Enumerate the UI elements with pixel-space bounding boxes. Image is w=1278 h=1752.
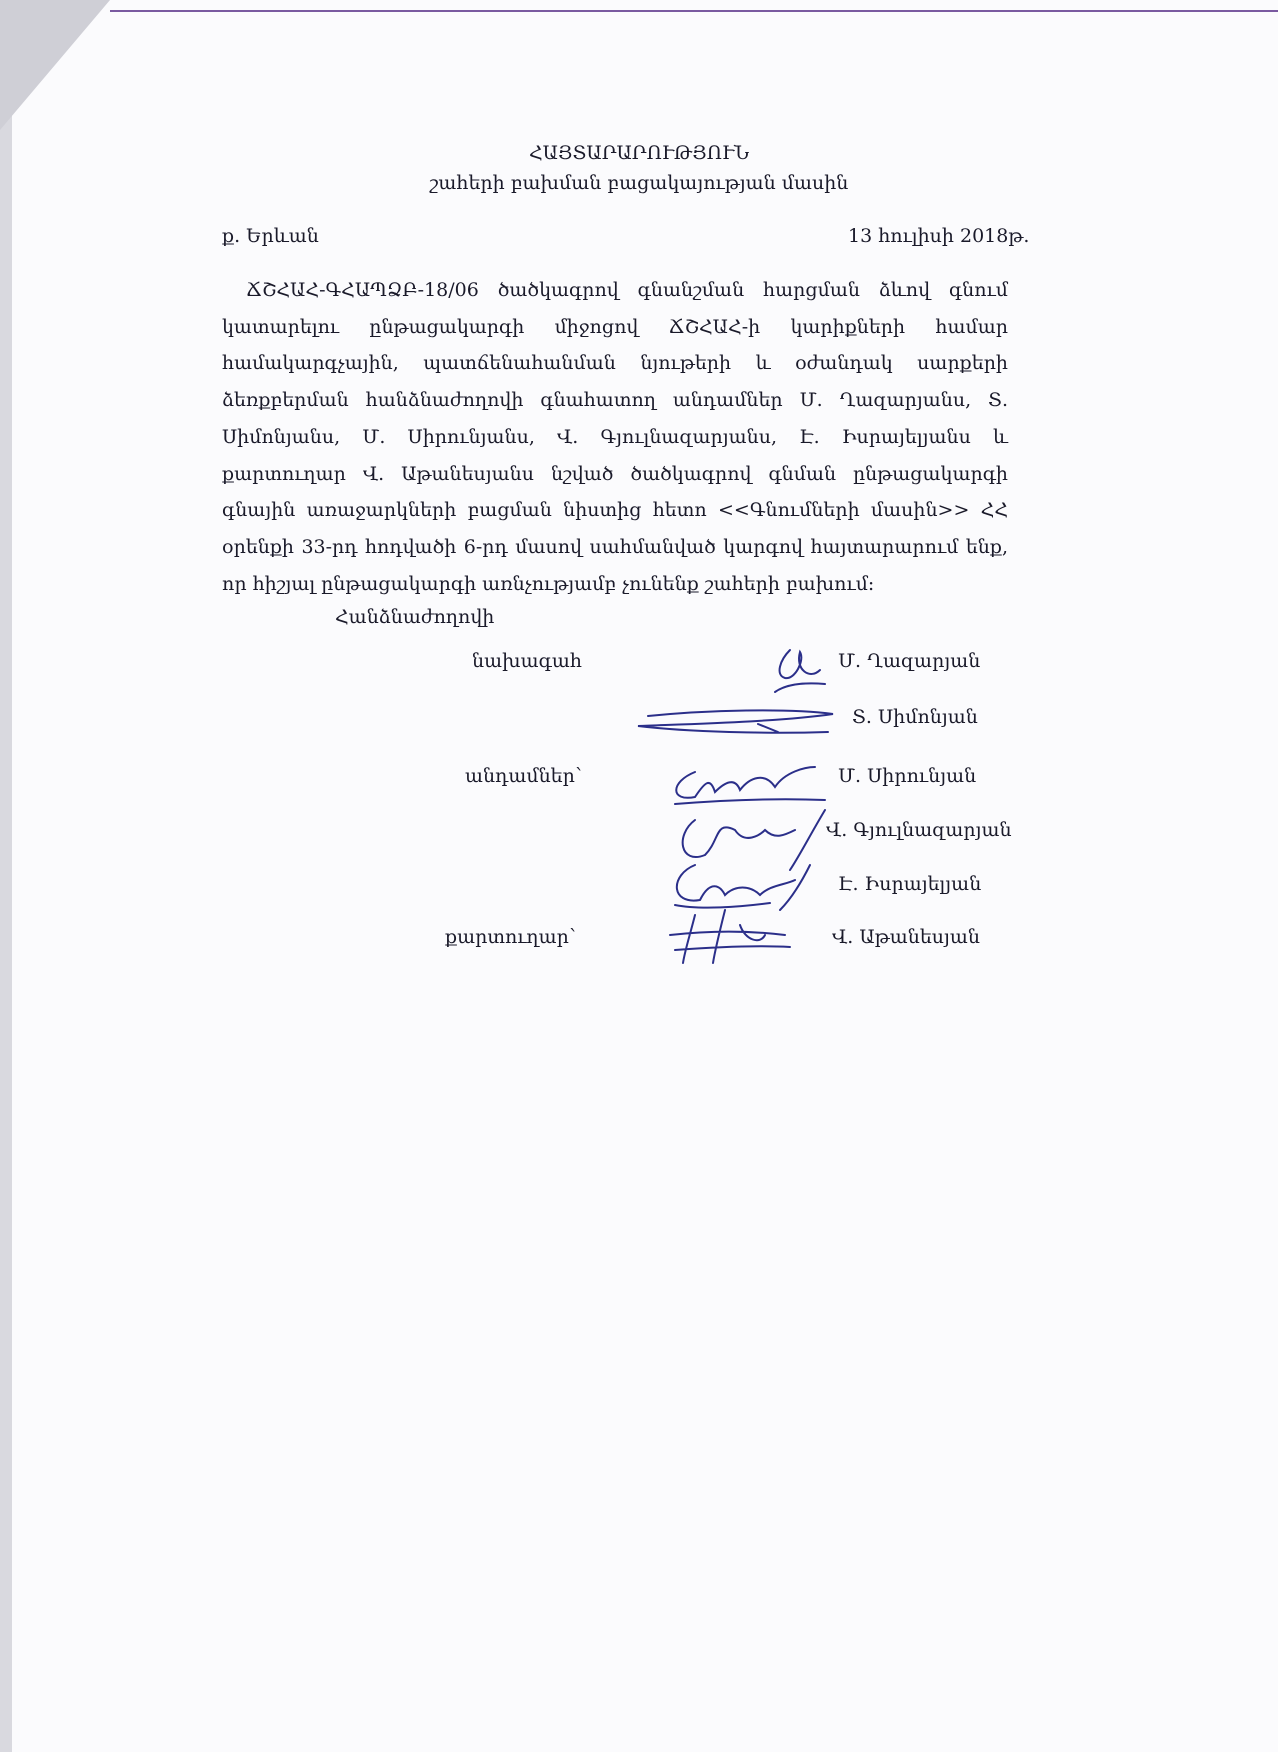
document-title: ՀԱՅՏԱՐԱՐՈՒԹՅՈՒՆ xyxy=(528,142,750,164)
signatory-name: Է. Իսրայելյան xyxy=(838,873,982,895)
document-subtitle: շահերի բախման բացակայության մասին xyxy=(429,172,849,194)
signatory-name: Տ. Սիմոնյան xyxy=(852,706,978,728)
signature-member-1 xyxy=(628,702,838,742)
declaration-body: ՃՇՀԱՀ-ԳՀԱՊՁԲ-18/06 ծածկագրով գնանշման հարցման ձևով գնում կատարելու ընթացակարգի միջոցով ՃՇՀԱՀ-ի կարիքների համար համակարգչային, պատճենահանման նյութերի և օժանդակ սարքերի ձեռքբերման հանձնաժողովի գնահատող անդամներ Մ. Ղազարյանս, Տ. Սիմոնյանս, Մ. Սիրունյանս, Վ. Գյուլնազարյանս, Է. Իսրայելյանս և քարտուղար Վ. Աթանեսյանս նշված ծածկագրով գնման ընթացակարգի գնային առաջարկների բացման նիստից հետո <<Գնումների մասին>> ՀՀ օրենքի 33-րդ հոդվածի 6-րդ մասով սահմանված կարգով հայտարարում ենք, որ հիշյալ ընթացակարգի առնչությամբ չունենք շահերի բախում: xyxy=(222,279,1008,595)
signature-secretary xyxy=(665,905,795,965)
committee-label: Հանձնաժողովի xyxy=(335,606,495,628)
scan-edge xyxy=(0,0,12,1752)
signatory-name: Վ. Աթանեսյան xyxy=(832,926,980,948)
folded-corner xyxy=(0,0,110,130)
date: 13 հուլիսի 2018թ. xyxy=(848,225,1030,247)
scan-top-line xyxy=(110,10,1278,12)
city: ք. Երևան xyxy=(222,225,319,247)
signatory-name: Մ. Ղազարյան xyxy=(838,650,981,672)
signatory-name: Վ. Գյուլնազարյան xyxy=(826,819,1012,841)
secretary-label: քարտուղար՝ xyxy=(445,926,576,948)
signature-chair xyxy=(770,640,830,695)
signatory-name: Մ. Սիրունյան xyxy=(838,765,977,787)
chair-label: նախագահ xyxy=(472,650,582,672)
members-label: անդամներ՝ xyxy=(465,765,582,787)
